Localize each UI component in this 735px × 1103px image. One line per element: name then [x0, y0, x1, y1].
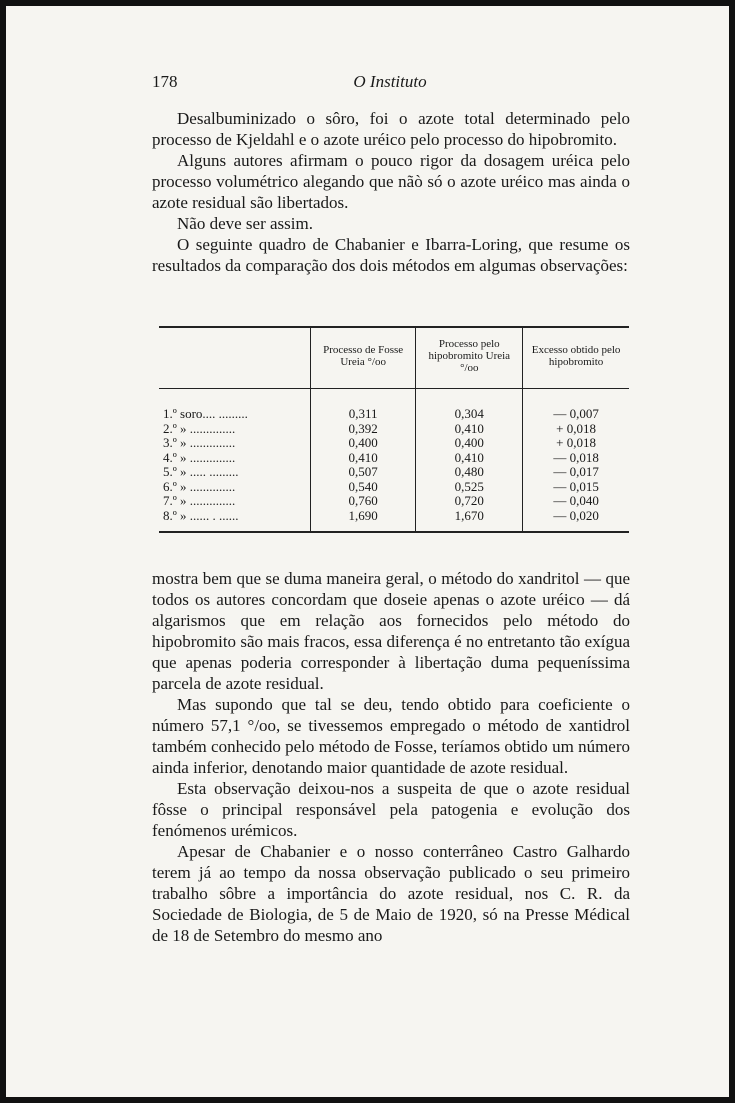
table-row — [159, 465, 629, 480]
paragraph: Desalbuminizado o sôro, foi o azote total determinado pelo processo de Kjeldahl e o azote uréico pelo processo do hipobromito. — [152, 109, 630, 149]
scanned-page — [6, 6, 729, 1097]
table-row — [159, 494, 629, 509]
hipobromito-value: 0,410 — [416, 422, 523, 437]
header-fosse: Processo de Fosse Ureia °/oo — [310, 327, 416, 389]
row-label: 5.º » ..... ......... — [163, 464, 239, 479]
row-label: 6.º » .............. — [163, 478, 236, 494]
excess-value: — 0,017 — [523, 465, 629, 480]
page-number: 178 — [152, 72, 178, 91]
paragraph: Apesar de Chabanier e o nosso conterrâneo Castro Galhardo terem já ao tempo da nossa observação publicado o seu primeiro trabalho sôbre a importância do azote residual, nos C. R. da Sociedade de Biologia, de 5 de Maio de 1920, só na Presse Médical de 18 de Setembro do mesmo ano — [152, 842, 630, 945]
excess-value: — 0,020 — [523, 509, 629, 533]
table-header-row — [159, 327, 629, 389]
hipobromito-value: 0,410 — [416, 451, 523, 466]
body-text-bottom — [152, 568, 630, 946]
hipobromito-value: 0,720 — [416, 494, 523, 509]
excess-value: + 0,018 — [523, 422, 629, 437]
row-label: 2.º » .............. — [163, 420, 236, 436]
fosse-value: 0,760 — [310, 494, 416, 509]
table-row — [159, 422, 629, 437]
paragraph: Não deve ser assim. — [177, 214, 313, 233]
fosse-value: 0,392 — [310, 422, 416, 437]
excess-value: — 0,040 — [523, 494, 629, 509]
paragraph: O seguinte quadro de Chabanier e Ibarra-Loring, que resume os resultados da comparação dos dois métodos em algumas observações: — [152, 235, 630, 275]
comparison-table — [159, 326, 629, 533]
table-row — [159, 436, 629, 451]
excess-value: — 0,015 — [523, 480, 629, 495]
row-label: 4.º » .............. — [163, 449, 236, 465]
running-title: O Instituto — [353, 72, 427, 91]
hipobromito-value: 0,304 — [416, 389, 523, 422]
excess-value: — 0,018 — [523, 451, 629, 466]
paragraph: Alguns autores afirmam o pouco rigor da dosagem uréica pelo processo volumétrico alegando que nãò só o azote uréico mas ainda o azote residual são libertados. — [152, 151, 630, 212]
fosse-value: 0,311 — [310, 389, 416, 422]
row-label: 8.º » ...... . ...... — [163, 507, 239, 523]
header-empty-cell — [159, 327, 310, 389]
fosse-value: 0,400 — [310, 436, 416, 451]
fosse-value: 0,507 — [310, 465, 416, 480]
fosse-value: 0,540 — [310, 480, 416, 495]
fosse-value: 1,690 — [310, 509, 416, 533]
row-label: 3.º » .............. — [163, 435, 236, 450]
paragraph: mostra bem que se duma maneira geral, o método do xandritol — que todos os autores concordam que doseie apenas o azote uréico — dá algarismos que em relação aos fornecidos pelo método do hipobromito são mais fracos, essa diferença é no entretanto tão exígua que apenas poderia corresponder à libertação duma pequeníssima parcela de azote residual. — [152, 569, 630, 693]
fosse-value: 0,410 — [310, 451, 416, 466]
excess-value: + 0,018 — [523, 436, 629, 451]
header-excesso: Excesso obtido pelo hipobromito — [523, 327, 629, 389]
table-row — [159, 389, 629, 422]
hipobromito-value: 0,480 — [416, 465, 523, 480]
paragraph: Mas supondo que tal se deu, tendo obtido para coeficiente o número 57,1 °/oo, se tivessemos empregado o método de xantidrol também conhecido pelo método de Fosse, teríamos obtido um número ainda inferior, denotando maior quantidade de azote residual. — [152, 695, 630, 777]
hipobromito-value: 1,670 — [416, 509, 523, 533]
table-row — [159, 509, 629, 533]
page-header — [152, 72, 628, 94]
paragraph: Esta observação deixou-nos a suspeita de que o azote residual fôsse o principal responsável pela patogenia e evolução dos fenómenos urémicos. — [152, 779, 630, 840]
body-text-top — [152, 108, 630, 276]
table-row — [159, 480, 629, 495]
row-label: 7.º » .............. — [163, 493, 236, 508]
table-row — [159, 451, 629, 466]
hipobromito-value: 0,400 — [416, 436, 523, 451]
header-hipobromito: Processo pelo hipobromito Ureia °/oo — [416, 327, 523, 389]
hipobromito-value: 0,525 — [416, 480, 523, 495]
excess-value: — 0,007 — [523, 389, 629, 422]
row-label: 1.º soro.... ......... — [163, 406, 248, 421]
